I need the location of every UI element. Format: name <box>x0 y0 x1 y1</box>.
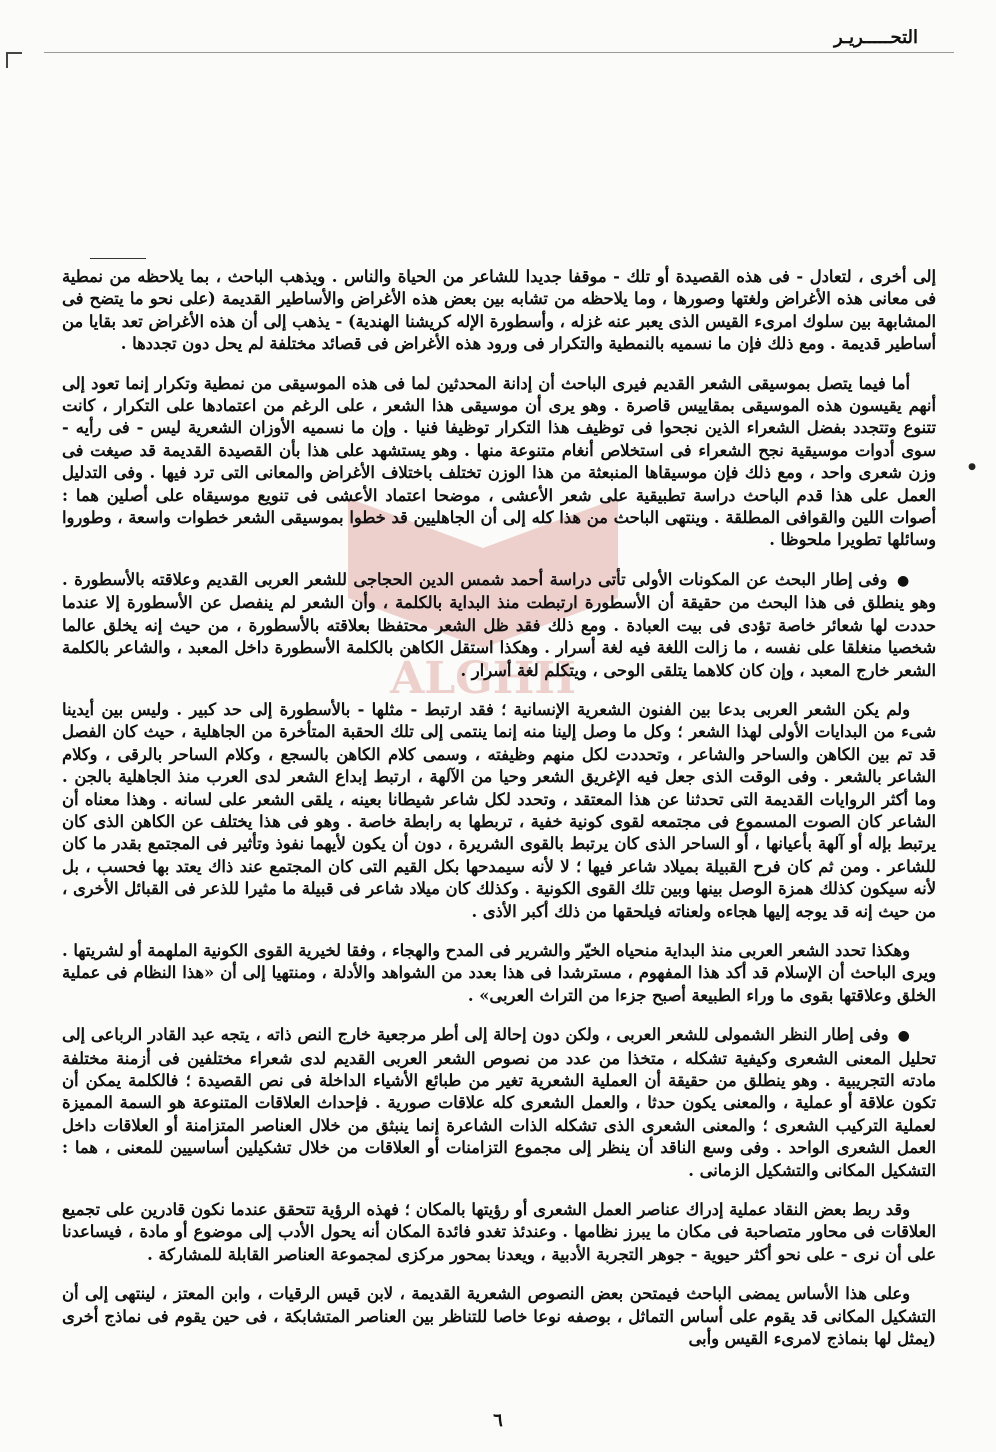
paragraph-text: وعلى هذا الأساس يمضى الباحث فيمتحن بعض النصوص الشعرية القديمة ، لابن قيس الرقيات ، وابن المعتز ، لينتهى إلى أن التشكيل المكانى قد يقوم على أساس التماثل ، بوصفه نوعا خاصا للتناظر بين العناصر المتشابكة ، فى حين يقوم فى نماذج أخرى (يمثل لها بنماذج لامرىء القيس وأبى <box>62 1284 936 1349</box>
paragraph <box>62 1283 936 1350</box>
paragraph-text: وقد ربط بعض النقاد عملية إدراك عناصر العمل الشعرى أو رؤيتها بالمكان ؛ فهذه الرؤية تتحقق عندما نكون قادرين على تجميع العلاقات فى محاور متصاحبة فى مكان ما يبرز نظامها . وعندئذ تغدو فائدة المكان أنه يحول الأدب إلى موضوع أو مادة ، فيساعدنا على أن نرى - على نحو أكثر حيوية - جوهر التجربة الأدبية ، ويعدنا بمحور مركزى لمجموعة العناصر القابلة للمشاركة . <box>62 1200 936 1264</box>
paragraph <box>62 569 936 682</box>
paragraph <box>62 373 936 552</box>
paragraph-text: وهكذا تحدد الشعر العربى منذ البداية منحياه الخيّر والشرير فى المدح والهجاء ، وفقا لخيرية القوى الكونية الملهمة أو لشريتها . ويرى الباحث أن الإسلام قد أكد هذا المفهوم ، مسترشدا فى هذا بعدد من الشواهد والأدلة ، ومنتهيا إلى أن «هذا النظام فى عملية الخلق وعلاقتها بقوى ما وراء الطبيعة أصبح جزءا من التراث العربى» . <box>61 940 936 1005</box>
paragraph <box>62 699 936 923</box>
paragraph <box>62 940 936 1007</box>
scan-corner-mark <box>6 52 22 68</box>
running-header: التحـــــريـر <box>833 27 918 48</box>
section-rule <box>90 258 146 259</box>
bullet-icon: ● <box>891 572 910 589</box>
paragraph-text: أما فيما يتصل بموسيقى الشعر القديم فيرى الباحث أن إدانة المحدثين لما فى هذه الموسيقى من نمطية وتكرار إنما تعود إلى أنهم يقيسون هذه الموسيقى بمقاييس قاصرة . وهو يرى أن موسيقى هذا الشعر ، على الرغم من اعتمادها على التكرار ، كانت تتنوع وتتجدد بفضل الشعراء الذين نجحوا فى توظيف هذا التكرار توظيفا فنيا . وإن ما نسميه الأوزان الشعرية ليس - فى رأيه - سوى أدوات موسيقية نجح الشعراء فى استخلاص أنغام متنوعة منها . وهو يستشهد على هذا بأن القصيدة القديمة قد صيغت فى وزن شعرى واحد ، ومع ذلك فإن موسيقاها المنبعثة من هذا الوزن تختلف باختلاف الأغراض والمعانى التى ترد فيها . وفى التدليل العمل على هذا قدم الباحث دراسة تطبيقية على شعر الأعشى ، موضحا اعتماد الأعشى فى تنويع موسيقاه على أصلين هما : أصوات اللين والقوافى المطلقة . وينتهى الباحث من هذا كله إلى أن الجاهليين قد خطوا بموسيقى الشعر خطوات واسعة ، وطوروا وسائلها تطويرا ملحوظا . <box>62 373 936 550</box>
paragraph <box>62 266 936 356</box>
paragraph-text: ولم يكن الشعر العربى بدعا بين الفنون الشعرية الإنسانية ؛ فقد ارتبط - مثلها - بالأسطورة إلى حد كبير . وليس بين أيدينا شىء من البدايات الأولى لهذا الشعر ؛ وكل ما وصل إلينا منه إنما ينتمى إلى تلك الحقبة المتأخرة من الجاهلية ، حيث كان الفصل قد تم بين الكاهن والساحر والشاعر ، وتحددت لكل منهم وظيفته ، وسمى كلام الكاهن بالسجع ، وكلام الساحر بالرقى ، وكلام الشاعر بالشعر . وفى الوقت الذى جعل فيه الإغريق الشعر وحيا من الآلهة ، ارتبط إبداع الشعر لدى العرب منذ الجاهلية بالجن . وما أكثر الروايات القديمة التى تحدثنا عن هذا المعتقد ، وتحدد لكل شاعر شيطانا بعينه ، يلقى الشعر على لسانه . وهذا معناه أن الشاعر كان الصوت المسموع فى مجتمعه لقوى كونية خفية ، تربطها به رابطة خاصة . وهو فى هذا يختلف عن الكاهن الذى كان يرتبط بإله أو آلهة بأعيانها ، أو الساحر الذى كان يرتبط بالقوى الشريرة ، دون أن يكون لأيهما نفوذ وتأثير فى المجتمع بقدر ما كان للشاعر . ومن ثم كان فرح القبيلة بميلاد شاعر فيها ؛ لا لأنه سيمدحها بكل القيم التى كان المجتمع عند ذاك يعتد بها فحسب ، بل لأنه سيكون كذلك همزة الوصل بينها وبين تلك القوى الكونية . وكذلك كان ميلاد شاعر فى قبيلة ما مثيرا للذعر فى القبائل الأخرى ، من حيث إنه قد يوجه إليها هجاءه ولعناته فيلحقها من ذلك أكبر الأذى . <box>62 699 936 921</box>
page-number: ٦ <box>493 1410 503 1431</box>
article-body <box>62 266 936 1367</box>
watermark-text: ALGHH <box>390 653 576 704</box>
margin-dot: ● <box>968 462 976 472</box>
header-rule <box>44 52 954 53</box>
paragraph-text: إلى أخرى ، لتعادل - فى هذه القصيدة أو تلك - موقفا جديدا للشاعر من الحياة والناس . ويذهب الباحث ، بما يلاحظه من نمطية فى معانى هذه الأغراض ولغتها وصورها ، وما يلاحظه من تشابه بين بعض هذه الأغراض والأساطير القديمة (على نحو ما يتضح فى المشابهة بين سلوك امرىء القيس الذى يعبر عنه غزله ، وأسطورة الإله كريشنا الهندية) - يذهب إلى أن هذه الأغراض تعد بقايا من أساطير قديمة . ومع ذلك فإن ما نسميه بالنمطية والتكرار فى ورود هذه الأغراض فى قصائد مختلفة لم يحل دون تجددها . <box>62 267 936 354</box>
paragraph-text: وفى إطار البحث عن المكونات الأولى تأتى دراسة أحمد شمس الدين الحجاجى للشعر العربى القديم وعلاقته بالأسطورة . وهو ينطلق فى هذا البحث من حقيقة أن الأسطورة ارتبطت منذ البداية بالكلمة ، وأن الشعر لم ينفصل عن الأسطورة إلا عندما حددت لها شعائر خاصة تؤدى فى بيت العبادة . ومع ذلك فقد ظل الشعر محتفظا بعلاقته بالأسطورة ، من حيث إنه يخلق عالما شخصيا منغلقا على نفسه ، ما زالت اللغة فيه لغة أسرار . وهكذا استقل الكاهن بالكلمة الأسطورة داخل المعبد ، والشاعر بالكلمة الشعر خارج المعبد ، وإن كان كلاهما يتلقى الوحى ، ويتكلم لغة أسرار . <box>62 569 936 680</box>
paragraph <box>62 1199 936 1266</box>
bullet-icon: ● <box>892 1028 910 1045</box>
paragraph <box>62 1024 936 1182</box>
paragraph-text: وفى إطار النظر الشمولى للشعر العربى ، ولكن دون إحالة إلى أطر مرجعية خارج النص ذاته ، يتجه عبد القادر الرباعى إلى تحليل المعنى الشعرى وكيفية تشكله ، متخذا من عدد من نصوص الشعر العربى القديم لدى شعراء مختلفين فى أزمنة مختلفة مادته التجريبية . وهو ينطلق من حقيقة أن العملية الشعرية تغير من طبائع الأشياء الداخلة فى نص القصيدة ؛ فالكلمة يمكن أن تكون علاقة أو عملية ، والمعنى يكون حدثا ، والعمل الشعرى كله علاقات صورية . فإحداث العلاقات المتنوعة هو السمة المميزة لعملية التركيب الشعرى ؛ والمعنى الشعرى الذى تشكله الذات الشاعرة إنما ينبثق من خلال العناصر المتزامنة أو العلاقات داخل العمل الشعرى الواحد . وفى وسع الناقد أن ينظر إلى مجموع التزامنات أو العلاقات من خلال تشكيلين أساسيين للمعنى ، هما : التشكيل المكانى والتشكيل الزمانى . <box>62 1025 936 1180</box>
